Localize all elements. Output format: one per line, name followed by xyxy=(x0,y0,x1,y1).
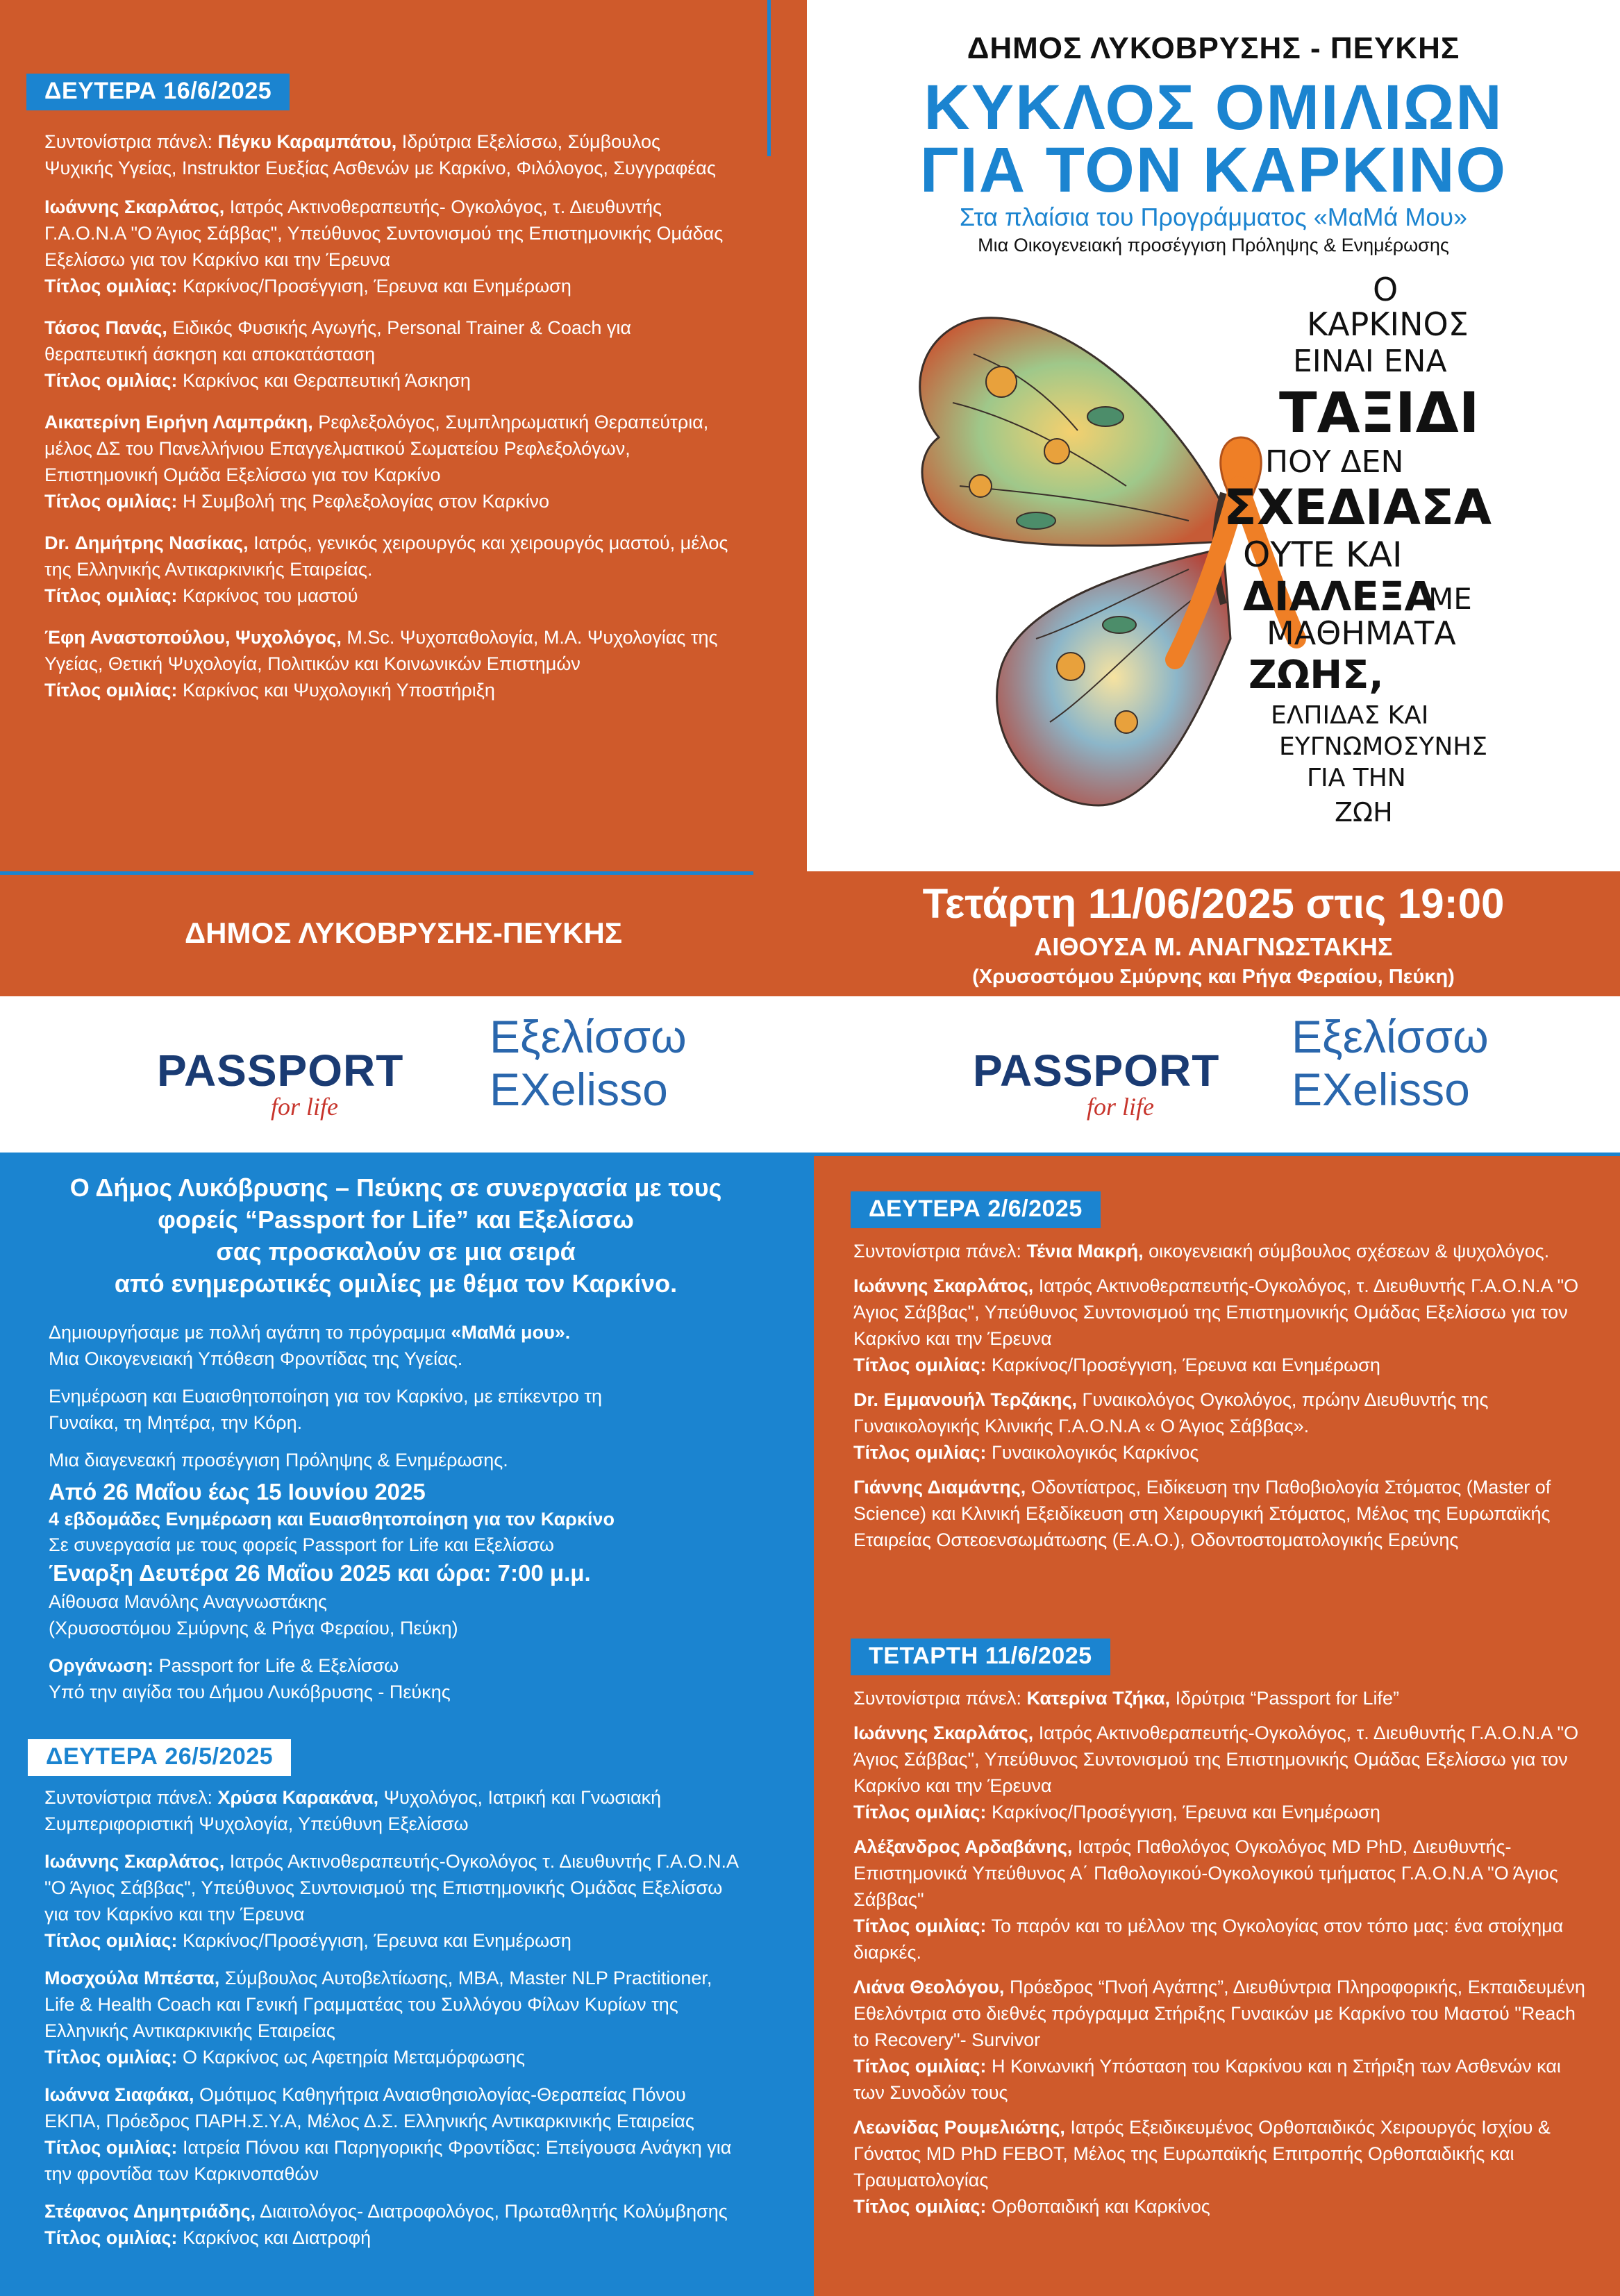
speaker-desc: Ιατρός Ακτινοθεραπευτής-Ογκολόγος, τ. Διευθυντής Γ.Α.Ο.Ν.Α "Ο Άγιος Σάββας", Υπεύθυνος Συντονισμού της Επιστημονικής Ομάδας Εξελίσσω για τον Καρκίνο και την Έρευνα xyxy=(853,1723,1579,1796)
talk-title-label: Τίτλος ομιλίας: xyxy=(44,585,178,606)
talk-title-label: Τίτλος ομιλίας: xyxy=(44,680,178,701)
speaker-name: Dr. Εμμανουήλ Τερζάκης, xyxy=(853,1389,1078,1410)
exelisso-logo-left: Εξελίσσω EXelisso xyxy=(490,1011,687,1115)
speaker-desc: Ιατρός Παθολόγος Ογκολόγος MD PhD, Διευθυντής-Επιστημονικά Υπεύθυνος Α΄ Παθολογικού-Ογκολογικού τμήματος Γ.Α.Ο.Ν.Α "Ο Άγιος Σάββας" xyxy=(853,1836,1558,1910)
talk-title: Ο Καρκίνος ως Αφετηρία Μεταμόρφωσης xyxy=(177,2047,526,2068)
speaker-list xyxy=(853,1720,1589,2220)
talk-title: Η Κοινωνική Υπόσταση του Καρκίνου και η Στήριξη των Ασθενών και των Συνοδών τους xyxy=(853,2056,1561,2103)
quote-line-10: ΜΑΘΗΜΑΤΑ xyxy=(1267,614,1456,652)
moderator-block: Συντονίστρια πάνελ: Πέγκυ Καραμπάτου, Ιδρύτρια Εξελίσσω, Σύμβουλος Ψυχικής Υγείας, Instruktor Ευεξίας Ασθενών με Καρκίνο, Φιλόλογος, Συγγραφέας xyxy=(44,131,716,178)
panel-edge-line xyxy=(767,0,771,156)
speaker-name: Ιωάννης Σκαρλάτος, xyxy=(44,196,225,217)
event-venue: ΑΙΘΟΥΣΑ Μ. ΑΝΑΓΝΩΣΤΑΚΗΣ xyxy=(1034,932,1393,961)
speaker-desc: Γυναικολόγος Ογκολόγος, πρώην Διευθυντής της Γυναικολογικής Κλινικής Γ.Α.Ο.Ν.Α « Ο Άγιος Σάββας». xyxy=(853,1389,1489,1436)
bottom-right-panel xyxy=(814,1153,1620,2296)
speaker-desc: Ιατρός Ακτινοθεραπευτής- Ογκολόγος, τ. Διευθυντής Γ.Α.Ο.Ν.Α "Ο Άγιος Σάββας", Υπεύθυνος Συντονισμού της Επιστημονικής Ομάδας Εξελίσσω για τον Καρκίνο και την Έρευνα xyxy=(44,196,724,270)
speaker-name: Λιάνα Θεολόγου, xyxy=(853,1977,1005,1997)
talk-title-label: Τίτλος ομιλίας: xyxy=(853,1442,987,1463)
speaker-desc: Πρόεδρος “Πνοή Αγάπης”, Διευθύντρια Πληροφορικής, Εκπαιδευμένη Εθελόντρια στο διεθνές πρόγραμμα Στήριξης Γυναικών με Καρκίνο του Μαστού "Reach to Recovery"- Survivor xyxy=(853,1977,1585,2050)
quote-line-8: ΔΙΑΛΕΞΑ xyxy=(1243,573,1436,620)
speaker-desc: Ιατρός Ακτινοθεραπευτής-Ογκολόγος, τ. Διευθυντής Γ.Α.Ο.Ν.Α "Ο Άγιος Σάββας", Υπεύθυνος Συντονισμού της Επιστημονικής Ομάδας Εξελίσσω για τον Καρκίνο και την Έρευνα xyxy=(853,1275,1579,1349)
speaker-block xyxy=(44,194,732,299)
date-tag-26-5: ΔΕΥΤΕΡΑ 26/5/2025 xyxy=(28,1739,291,1776)
talk-title-label: Τίτλος ομιλίας: xyxy=(853,2196,987,2217)
passport-logo-left: PASSPORT for life xyxy=(139,1017,410,1128)
quote-line-5: ΠΟΥ ΔΕΝ xyxy=(1265,444,1404,480)
speaker-name: Στέφανος Δημητριάδης, xyxy=(44,2201,256,2222)
cover-panel xyxy=(807,0,1620,871)
intro-heading: Ο Δήμος Λυκόβρυσης – Πεύκης σε συνεργασία με τους φορείς “Passport for Life” και Εξελίσσω σας προσκαλούν σε μια σειρά από ενημερωτικές ομιλίες με θέμα τον Καρκίνο. xyxy=(69,1173,722,1298)
logo-strip xyxy=(0,996,1620,1153)
speaker-desc: Ομότιμος Καθηγήτρια Αναισθησιολογίας-Θεραπείας Πόνου ΕΚΠΑ, Πρόεδρος ΠΑΡΗ.Σ.Υ.Α, Μέλος Δ.Σ. Ελληνικής Αντικαρκινικής Εταιρείας xyxy=(44,2084,694,2131)
talk-title: Ορθοπαιδική και Καρκίνος xyxy=(986,2196,1210,2217)
speaker-desc: Ειδικός Φυσικής Αγωγής, Personal Trainer & Coach για θεραπευτική άσκηση και αποκατάσταση xyxy=(44,317,632,364)
speaker-name: Μοσχούλα Μπέστα, xyxy=(44,1968,220,1988)
quote-line-4: ΤΑΞΙΔΙ xyxy=(1279,380,1480,445)
speaker-desc: Ιατρός Ακτινοθεραπευτής-Ογκολόγος τ. Διευθυντής Γ.Α.Ο.Ν.Α "Ο Άγιος Σάββας", Υπεύθυνος Συντονισμού της Επιστημονικής Ομάδας Εξελίσσω για τον Καρκίνο και την Έρευνα xyxy=(44,1851,738,1925)
talk-title: Καρκίνος/Προσέγγιση, Έρευνα και Ενημέρωση xyxy=(177,1930,571,1951)
speaker-block xyxy=(44,1965,739,2070)
talk-title: Γυναικολογικός Καρκίνος xyxy=(986,1442,1199,1463)
quote-line-1: Ο xyxy=(1373,271,1398,308)
middle-municipality: ΔΗΜΟΣ ΛΥΚΟΒΡΥΣΗΣ-ΠΕΥΚΗΣ xyxy=(184,916,623,949)
speaker-block xyxy=(44,1848,739,1954)
speaker-desc: Σύμβουλος Αυτοβελτίωσης, MBA, Master NLP Practitioner, Life & Health Coach και Γενική Γραμματέας του Συλλόγου Φίλων Κυρίων της Ελληνικής Αντικαρκινικής Εταιρείας xyxy=(44,1968,712,2041)
talk-title: Καρκίνος/Προσέγγιση, Έρευνα και Ενημέρωση xyxy=(986,1802,1380,1822)
speaker-name: Ιωάννης Σκαρλάτος, xyxy=(44,1851,225,1872)
speaker-desc: Διαιτολόγος- Διατροφολόγος, Πρωταθλητής Κολύμβησης xyxy=(256,2201,728,2222)
talk-title-label: Τίτλος ομιλίας: xyxy=(853,2056,987,2077)
talk-title-label: Τίτλος ομιλίας: xyxy=(853,1802,987,1822)
speaker-name: Ιωάννης Σκαρλάτος, xyxy=(853,1275,1034,1296)
intro-body: Δημιουργήσαμε με πολλή αγάπη το πρόγραμμα «ΜαΜά μου». Μια Οικογενειακή Υπόθεση Φροντίδας της Υγείας. Ενημέρωση και Ευαισθητοποίηση για τον Καρκίνο, με επίκεντρο τη Γυναίκα, τη Μητέρα, την Κόρη. Μια διαγενεακή προσέγγιση Πρόληψης & Ενημέρωσης. Από 26 Μαΐου έως 15 Ιουνίου 2025 4 εβδομάδες Ενημέρωση και Ευαισθητοποίηση για τον Καρκίνο Σε συνεργασία με τους φορείς Passport for Life και Εξελίσσω Έναρξη Δευτέρα 26 Μαΐου 2025 και ώρα: 7:00 μ.μ. Αίθουσα Μανόλης Αναγνωστάκης (Χρυσοστόμου Σμύρνης & Ρήγα Φεραίου, Πεύκη) Οργάνωση: Passport for Life & Εξελίσσω Υπό την αιγίδα του Δήμου Λυκόβρυσης - Πεύκης xyxy=(49,1322,615,1702)
cover-subtitle2: Μια Οικογενειακή προσέγγιση Πρόληψης & Ενημέρωσης xyxy=(978,235,1449,255)
speaker-block xyxy=(853,1834,1589,1966)
speaker-name: Ιωάννα Σιαφάκα, xyxy=(44,2084,194,2105)
moderator-name: Πέγκυ Καραμπάτου, xyxy=(217,131,397,152)
speaker-name: Αλέξανδρος Αρδαβάνης, xyxy=(853,1836,1073,1857)
session-11-6 xyxy=(853,1685,1589,2228)
speaker-block xyxy=(853,1273,1589,1378)
talk-title: Καρκίνος και Διατροφή xyxy=(177,2227,371,2248)
band-top-line xyxy=(0,871,753,875)
speaker-desc: Ιατρός, γενικός χειρουργός και χειρουργός μαστού, μέλος της Ελληνικής Αντικαρκινικής Εταιρείας. xyxy=(44,533,728,580)
speaker-desc: M.Sc. Ψυχοπαθολογία, Μ.Α. Ψυχολογίας της Υγείας, Θετική Ψυχολογία, Πολιτικών και Κοινωνικών Επιστημών xyxy=(44,627,718,674)
quote-line-7: ΟΥΤΕ ΚΑΙ xyxy=(1243,535,1403,575)
session-26-5 xyxy=(44,1784,739,2262)
quote-line-11: ΖΩΗΣ, xyxy=(1249,653,1384,698)
passport-logo-right: PASSPORT for life xyxy=(955,1017,1226,1128)
speaker-name: Γιάννης Διαμάντης, xyxy=(853,1477,1026,1498)
talk-title: Καρκίνος του μαστού xyxy=(177,585,358,606)
talk-title: Καρκίνος/Προσέγγιση, Έρευνα και Ενημέρωση xyxy=(986,1355,1380,1375)
moderator-block: Συντονίστρια πάνελ: Χρύσα Καρακάνα, Ψυχολόγος, Ιατρική και Γνωσιακή Συμπεριφοριστική Ψυχολογία, Υπεύθυνη Εξελίσσω xyxy=(44,1787,662,1834)
talk-title-label: Τίτλος ομιλίας: xyxy=(44,370,178,391)
date-tag-16-6 xyxy=(26,74,290,110)
speaker-name: Ιωάννης Σκαρλάτος, xyxy=(853,1723,1034,1743)
quote-line-12: ΕΛΠΙΔΑΣ ΚΑΙ xyxy=(1271,701,1429,730)
event-address: (Χρυσοστόμου Σμύρνης και Ρήγα Φεραίου, Πεύκη) xyxy=(972,966,1455,988)
date-tag-label: ΔΕΥΤΕΡΑ 16/6/2025 xyxy=(26,74,290,110)
speaker-list xyxy=(853,1273,1589,1553)
speaker-block xyxy=(44,2198,739,2251)
speaker-list xyxy=(44,194,732,703)
talk-title: Η Συμβολή της Ρεφλεξολογίας στον Καρκίνο xyxy=(177,491,549,512)
talk-title: Το παρόν και το μέλλον της Ογκολογίας στον τόπο μας: ένα στοίχημα διαρκές. xyxy=(853,1916,1564,1963)
talk-title: Ιατρεία Πόνου και Παρηγορικής Φροντίδας: Επείγουσα Ανάγκη για την φροντίδα των Καρκινοπαθών xyxy=(44,2137,732,2184)
speaker-block xyxy=(853,1386,1589,1466)
speaker-block xyxy=(44,530,732,609)
speaker-block xyxy=(853,1720,1589,1825)
speaker-name: Dr. Δημήτρης Νασίκας, xyxy=(44,533,249,553)
talk-title: Καρκίνος/Προσέγγιση, Έρευνα και Ενημέρωση xyxy=(177,276,571,296)
moderator-block: Συντονίστρια πάνελ: Τένια Μακρή, οικογενειακή σύμβουλος σχέσεων & ψυχολόγος. xyxy=(853,1241,1550,1262)
speaker-block xyxy=(853,2114,1589,2220)
speaker-block xyxy=(853,1474,1589,1553)
speaker-desc: Ρεφλεξολόγος, Συμπληρωματική Θεραπεύτρια, μέλος ΔΣ του Πανελλήνιου Επαγγελματικού Σωματείου Ρεφλεξολόγων, Επιστημονική Ομάδα Εξελίσσω για τον Καρκίνο xyxy=(44,412,709,485)
quote-line-6: ΣΧΕΔΙΑΣΑ xyxy=(1224,479,1492,536)
talk-title-label: Τίτλος ομιλίας: xyxy=(44,1930,178,1951)
talk-title-label: Τίτλος ομιλίας: xyxy=(853,1355,987,1375)
speaker-name: Αικατερίνη Ειρήνη Λαμπράκη, xyxy=(44,412,313,433)
talk-title-label: Τίτλος ομιλίας: xyxy=(44,2137,178,2158)
speaker-block xyxy=(44,315,732,394)
session-16-6 xyxy=(44,128,732,719)
panel-top-line xyxy=(814,1153,1620,1156)
talk-title-label: Τίτλος ομιλίας: xyxy=(44,2227,178,2248)
quote-line-9: ΜΕ xyxy=(1428,582,1472,616)
cover-subtitle: Στα πλαίσια του Προγράμματος «ΜαΜά Μου» xyxy=(959,203,1468,231)
talk-title: Καρκίνος και Θεραπευτική Άσκηση xyxy=(177,370,471,391)
speaker-block xyxy=(44,409,732,514)
quote-line-13: ΕΥΓΝΩΜΟΣΥΝΗΣ xyxy=(1279,732,1488,761)
speaker-desc: Οδοντίατρος, Ειδίκευση την Παθοβιολογία Στόματος (Master of Science) και Κλινική Εξειδίκευση στη Χειρουργική Στόματος, Μέλος της Ευρωπαϊκής Εταιρείας Οστεοενσωμάτωσης (Ε.Α.Ο.), Οδοντοστοματολογικής Ερεύνης xyxy=(853,1477,1551,1550)
event-date-time: Τετάρτη 11/06/2025 στις 19:00 xyxy=(922,880,1505,927)
talk-title-label: Τίτλος ομιλίας: xyxy=(44,2047,178,2068)
middle-right-band xyxy=(807,871,1620,996)
cover-title-line2: ΓΙΑ ΤΟΝ ΚΑΡΚΙΝΟ xyxy=(919,135,1508,206)
speaker-block xyxy=(44,624,732,703)
talk-title: Καρκίνος και Ψυχολογική Υποστήριξη xyxy=(177,680,495,701)
talk-title-label: Τίτλος ομιλίας: xyxy=(44,276,178,296)
cover-municipality: ΔΗΜΟΣ ΛΥΚΟΒΡΥΣΗΣ - ΠΕΥΚΗΣ xyxy=(967,31,1460,65)
quote-line-3: ΕΙΝΑΙ ΕΝΑ xyxy=(1293,344,1447,379)
top-left-panel xyxy=(0,0,807,871)
middle-left-band xyxy=(0,871,807,996)
cover-title-line1: ΚΥΚΛΟΣ ΟΜΙΛΙΩΝ xyxy=(924,72,1503,143)
date-tag-2-6: ΔΕΥΤΕΡΑ 2/6/2025 xyxy=(851,1191,1101,1228)
speaker-list xyxy=(44,1848,739,2251)
speaker-desc: Ιατρός Εξειδικευμένος Ορθοπαιδικός Χειρουργός Ισχίου & Γόνατος MD PhD FEBOT, Μέλος της Ευρωπαϊκής Επιτροπής Ορθοπαιδικής και Τραυματολογίας xyxy=(853,2117,1551,2190)
speaker-block xyxy=(44,2081,739,2187)
quote-line-15: ΖΩΗ xyxy=(1335,797,1393,828)
quote-line-2: ΚΑΡΚΙΝΟΣ xyxy=(1307,305,1469,343)
speaker-name: Τάσος Πανάς, xyxy=(44,317,167,338)
quote-line-14: ΓΙΑ ΤΗΝ xyxy=(1307,764,1406,792)
talk-title-label: Τίτλος ομιλίας: xyxy=(44,491,178,512)
speaker-block xyxy=(853,1974,1589,2106)
speaker-name: Λεωνίδας Ρουμελιώτης, xyxy=(853,2117,1065,2138)
session-2-6 xyxy=(853,1238,1589,1561)
date-tag-11-6: ΤΕΤΑΡΤΗ 11/6/2025 xyxy=(851,1639,1110,1675)
speaker-name: Έφη Αναστοπούλου, Ψυχολόγος, xyxy=(44,627,342,648)
exelisso-logo-right: Εξελίσσω EXelisso xyxy=(1292,1011,1489,1115)
bottom-left-panel xyxy=(0,1153,814,2296)
moderator-block: Συντονίστρια πάνελ: Κατερίνα Τζήκα, Ιδρύτρια “Passport for Life” xyxy=(853,1688,1400,1709)
talk-title-label: Τίτλος ομιλίας: xyxy=(853,1916,987,1936)
